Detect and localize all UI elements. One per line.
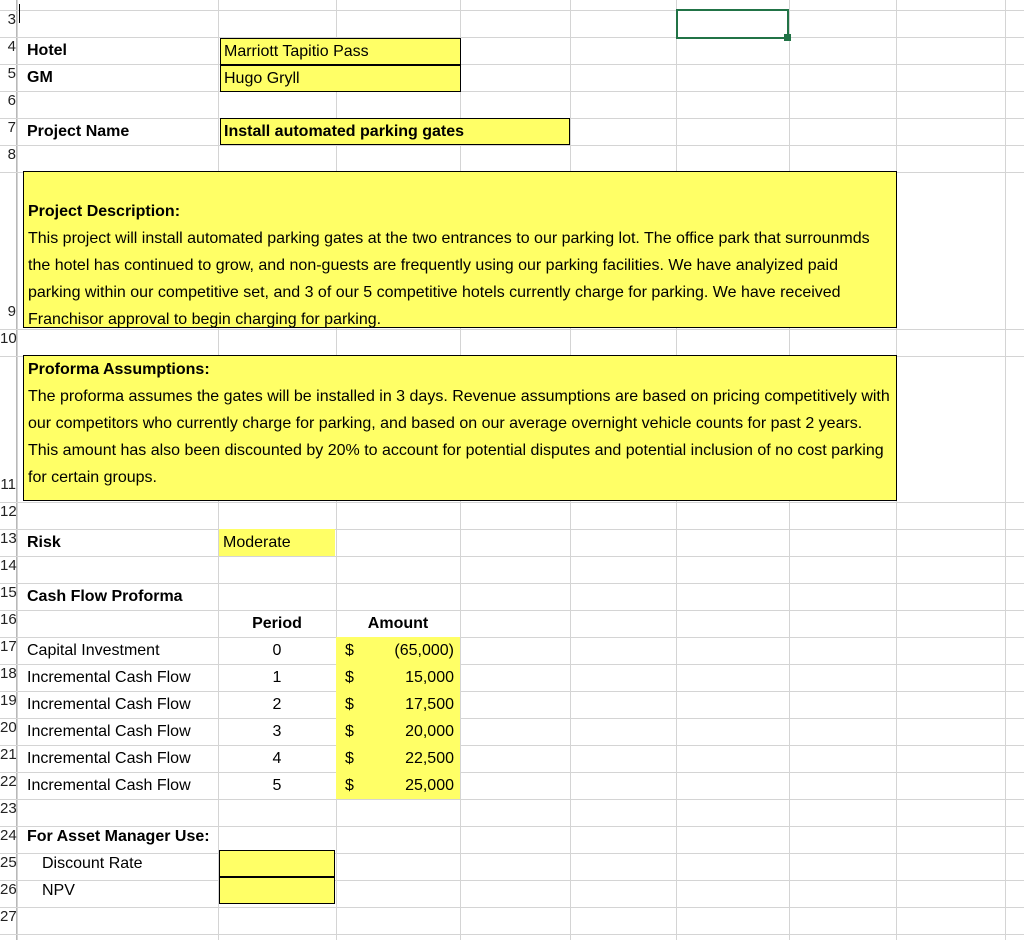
cash-flow-period[interactable]: 1 [272,669,282,686]
gm-value-cell[interactable]: Hugo Gryll [220,65,461,92]
row-number[interactable]: 15 [0,584,17,601]
cash-flow-period[interactable]: 2 [272,696,282,713]
hotel-label: Hotel [27,42,67,59]
row-gridline [0,37,1024,38]
period-header: Period [252,615,302,632]
cash-flow-period[interactable]: 5 [272,777,282,794]
cash-flow-period[interactable]: 4 [272,750,282,767]
row-gridline [0,610,1024,611]
row-number[interactable]: 26 [0,881,17,898]
risk-value-cell[interactable]: Moderate [219,529,335,556]
row-number[interactable]: 24 [0,827,17,844]
row-gridline [0,907,1024,908]
row-number[interactable]: 18 [0,665,17,682]
project-description-text: This project will install automated parking gates at the two entrances to our parking lot. The office park that surrounmds the hotel has continued to grow, and non-guests are frequently using our parking facilities. We have analyized paid parking within our competitive set, and 3 of our 5 competitive hotels currently charge for parking. We have received Franchisor approval to begin charging for parking. [28,230,870,328]
row-number[interactable]: 19 [0,692,17,709]
discount-rate-label: Discount Rate [42,855,143,872]
row-number[interactable]: 6 [7,92,16,109]
cash-flow-period[interactable]: 3 [272,723,282,740]
cash-flow-currency[interactable]: $ [336,637,460,664]
row-number[interactable]: 21 [0,746,17,763]
npv-input-cell[interactable] [219,877,335,904]
row-number[interactable]: 4 [7,38,16,55]
cash-flow-amount: 22,500 [405,750,454,767]
row-gridline [0,529,1024,530]
cash-flow-label: Incremental Cash Flow [27,723,191,740]
cash-flow-period[interactable]: 0 [272,642,282,659]
row-gridline [0,64,1024,65]
row-gridline [0,880,1024,881]
cash-flow-label: Incremental Cash Flow [27,669,191,686]
cash-flow-currency[interactable]: $ [336,745,460,772]
cash-flow-label: Incremental Cash Flow [27,750,191,767]
cash-flow-label: Capital Investment [27,642,160,659]
fill-handle[interactable] [784,34,791,41]
row-gridline [0,145,1024,146]
row-number[interactable]: 3 [7,11,16,28]
project-description-title: Project Description: [28,203,181,220]
asset-manager-title: For Asset Manager Use: [27,828,210,845]
row-number[interactable]: 27 [0,908,17,925]
row-number[interactable]: 12 [0,503,17,520]
project-description-block[interactable] [23,171,897,328]
cash-flow-amount: 15,000 [405,669,454,686]
proforma-assumptions-text: The proforma assumes the gates will be installed in 3 days. Revenue assumptions are based on pricing competitively with our competitors who currently charge for parking, and based on our average overnight vehicle counts for past 2 years. This amount has also been discounted by 20% to account for potential disputes and potential inclusion of no cost parking for certain groups. [28,388,890,486]
amount-header: Amount [367,615,429,632]
row-number[interactable]: 22 [0,773,17,790]
row-gridline [0,91,1024,92]
row-number[interactable]: 10 [0,330,17,347]
cash-flow-label: Incremental Cash Flow [27,777,191,794]
row-number[interactable]: 7 [7,119,16,136]
cash-flow-amount: (65,000) [394,642,454,659]
project-name-value-cell[interactable]: Install automated parking gates [220,118,570,145]
row-gridline [0,10,1024,11]
row-number[interactable]: 20 [0,719,17,736]
row-gridline [0,799,1024,800]
row-number[interactable]: 11 [0,476,16,493]
cash-flow-label: Incremental Cash Flow [27,696,191,713]
cash-flow-amount: 17,500 [405,696,454,713]
row-number[interactable]: 9 [7,303,16,320]
row-gridline [0,556,1024,557]
cash-flow-amount: 20,000 [405,723,454,740]
cash-flow-currency[interactable]: $ [336,664,460,691]
cash-flow-currency[interactable]: $ [336,718,460,745]
row-number[interactable]: 23 [0,800,17,817]
hotel-value-cell[interactable]: Marriott Tapitio Pass [220,38,461,65]
row-number[interactable]: 16 [0,611,17,628]
cash-flow-title: Cash Flow Proforma [27,588,183,605]
row-gridline [0,934,1024,935]
risk-label: Risk [27,534,61,551]
row-gridline [0,853,1024,854]
project-name-label: Project Name [27,123,130,140]
row-number[interactable]: 5 [7,65,16,82]
row-number[interactable]: 14 [0,557,17,574]
proforma-assumptions-block[interactable] [23,355,897,501]
row-number[interactable]: 17 [0,638,17,655]
cash-flow-amount: 25,000 [405,777,454,794]
proforma-assumptions-title: Proforma Assumptions: [28,361,210,378]
row-number[interactable]: 8 [7,146,16,163]
row-number[interactable]: 13 [0,530,17,547]
discount-rate-input-cell[interactable] [219,850,335,877]
cash-flow-currency[interactable]: $ [336,772,460,799]
text-cursor [19,4,20,23]
gm-label: GM [27,69,53,86]
cash-flow-currency[interactable]: $ [336,691,460,718]
selected-cell[interactable] [676,9,789,39]
row-number[interactable]: 25 [0,854,17,871]
row-gridline [0,502,1024,503]
npv-label: NPV [42,882,75,899]
